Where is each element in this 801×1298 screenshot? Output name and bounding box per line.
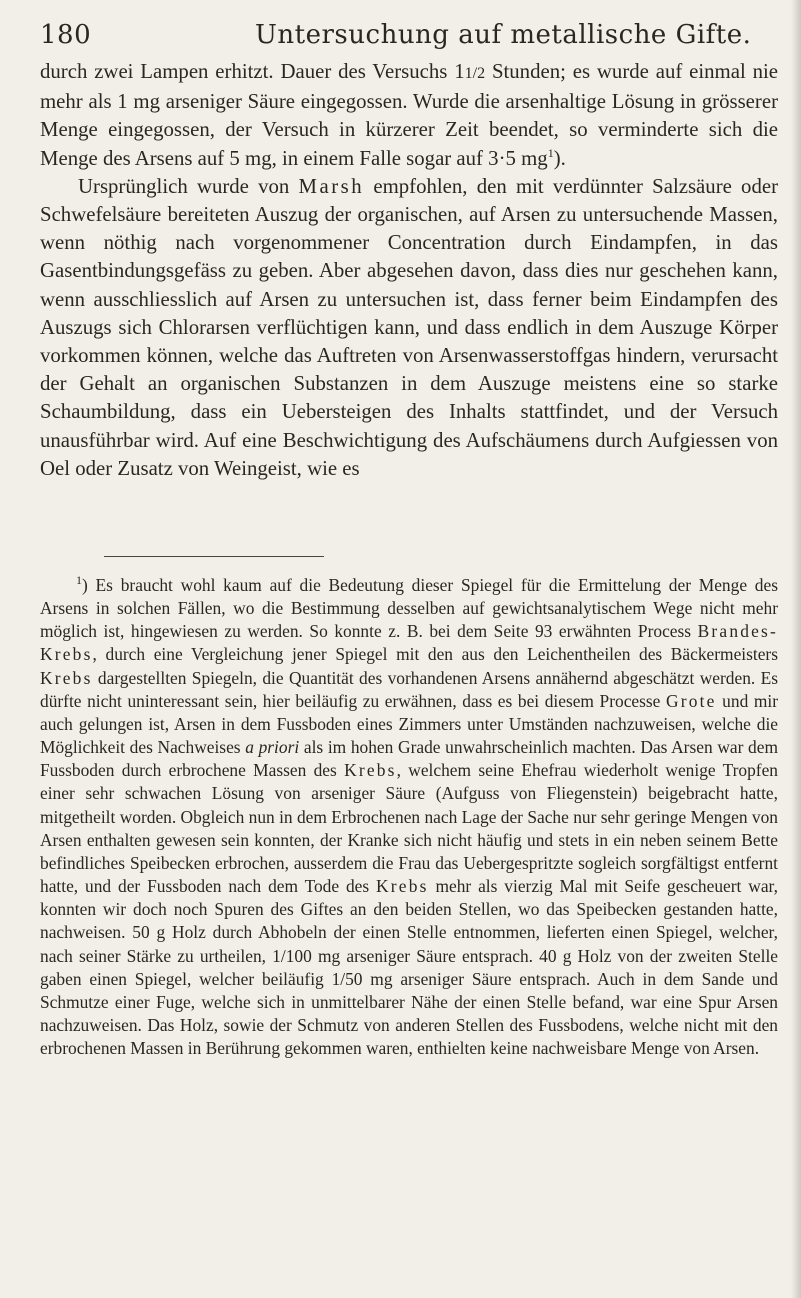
footnote-reference[interactable]: 1 (547, 145, 554, 160)
name-grote: Grote (665, 690, 717, 711)
name-krebs: Krebs (376, 876, 429, 897)
p2-text-a: Ursprünglich wurde von (78, 174, 299, 198)
footnote-marker: 1 (76, 573, 82, 588)
fn-text-1: Es braucht wohl kaum auf die Bedeutung dieser Spiegel für die Ermittelung der Menge des Arsens in solchen Fällen, wo die Bestimmung desselben auf gewichtsanalytischem Wege nicht mehr möglich ist, hingewiesen zu werden. So konnte z. B. bei dem Seite 93 erwähnten Process (40, 575, 778, 642)
paragraph-1 (40, 58, 778, 173)
author-name-marsh: Marsh (298, 174, 365, 198)
fn-text-5: als im hohen Grade unwahrscheinlich machten. Das Arsen war dem Fussboden durch erbrochene Massen des (40, 737, 778, 781)
fn-text-4: und mir auch gelungen ist, Arsen in dem Fussboden eines Zimmers unter Umständen nachzuweisen, welche die Möglichkeit des Nachweises (40, 690, 778, 758)
page-number: 180 (40, 20, 92, 50)
main-text (40, 58, 778, 483)
fraction: 1/2 (464, 65, 486, 82)
p2-text-b: empfohlen, den mit verdünnter Salzsäure oder Schwefelsäure bereiteten Auszug der organischen, auf Arsen zu untersuchende Massen, wenn nöthig nach vorgenommener Concentration durch Eindampfen, in das Gasentbindungsgefäss zu geben. Aber abgesehen davon, dass dies nur geschehen kann, wenn ausschliesslich auf Arsen zu untersuchen ist, dass ferner beim Eindampfen des Auszugs sich Chlorarsen verflüchtigen kann, und dass endlich in dem Auszuge Körper vorkommen können, welche das Auftreten von Arsenwasserstoffgas hindern, verursacht der Gehalt an organischen Substanzen in dem Auszuge meistens eine so starke Schaumbildung, dass ein Uebersteigen des Inhalts stattfindet, und der Versuch unausführbar wird. Auf eine Beschwichtigung des Aufschäumens durch Aufgiessen von Oel oder Zusatz von Weingeist, wie es (40, 174, 779, 480)
p1-text-c: ). (553, 146, 566, 170)
p1-text-a: durch zwei Lampen erhitzt. Dauer des Versuchs 1 (40, 60, 465, 83)
fn-text-3: dargestellten Spiegeln, die Quantität des vorhandenen Arsens annähernd abgeschätzt werden. Es dürfte nicht uninteressant sein, hier beiläufig zu erwähnen, dass es bei diesem Processe (40, 667, 778, 711)
name-krebs: Krebs (40, 667, 93, 688)
footnote (40, 574, 778, 1060)
italic-a-priori: a priori (245, 737, 300, 758)
fn-text-8: mg arseniger Säure entsprach. 40 g Holz von der zweiten Stelle gaben einen Spiegel, welcher beiläufig (40, 945, 778, 989)
footnote-paragraph (40, 574, 778, 1060)
fraction: 1/100 (272, 945, 312, 966)
footnote-marker-close: ) (82, 575, 88, 595)
name-brandes-krebs: Brandes-Krebs (40, 621, 778, 665)
running-header (40, 14, 780, 50)
fn-text-2: , durch eine Vergleichung jener Spiegel mit den aus den Leichentheilen des Bäckermeisters (92, 644, 778, 665)
fn-text-9: mg arseniger Säure entsprach. Auch in dem Sande und Schmutze einer Fuge, welche sich in unmittelbarer Nähe der einen Stelle befand, war eine Spur Arsen nachzuweisen. Das Holz, sowie der Schmutz von anderen Stellen des Fussbodens, welche nicht mit den erbrochenen Massen in Berührung gekommen waren, enthielten keine nachweisbare Menge von Arsen. (40, 968, 779, 1059)
p1-text-b: Stunden; es wurde auf einmal nie mehr als 1 mg arseniger Säure eingegossen. Wurde die arsenhaltige Lösung in grösserer Menge eingegossen, der Versuch in kürzerer Zeit beendet, so verminderte sich die Menge des Arsens auf 5 mg, in einem Falle sogar auf 3·5 mg (40, 60, 778, 170)
page-edge-shadow (791, 0, 801, 1298)
paragraph-2 (40, 173, 778, 483)
fraction: 1/50 (331, 968, 363, 989)
name-krebs: Krebs (344, 760, 397, 781)
fn-text-6: , welchem seine Ehefrau wiederholt wenige Tropfen einer sehr schwachen Lösung von arseniger Säure (Aufguss von Fliegenstein) beigebracht hatte, mitgetheilt worden. Obgleich nun in dem Erbrochenen nach Lage der Sache nur sehr geringe Mengen von Arsen enthalten gewesen sein konnten, der Kranke sich nicht häufig und stets in ein neben seinem Bette befindliches Speibecken erbrochen, ausserdem die Frau das Uebergespritzte sogleich sorgfältigst entfernt hatte, und der Fussboden nach dem Tode des (40, 760, 779, 897)
footnote-divider (104, 556, 324, 557)
running-title: Untersuchung auf metallische Gifte. (255, 20, 752, 50)
fn-text-7: mehr als vierzig Mal mit Seife gescheuert war, konnten wir doch noch Spuren des Giftes an den beiden Stellen, wo das Speibecken gestanden hatte, nachweisen. 50 g Holz durch Abhobeln der einen Stelle entnommen, lieferten einen Spiegel, welcher, nach seiner Stärke zu urtheilen, (40, 876, 778, 966)
